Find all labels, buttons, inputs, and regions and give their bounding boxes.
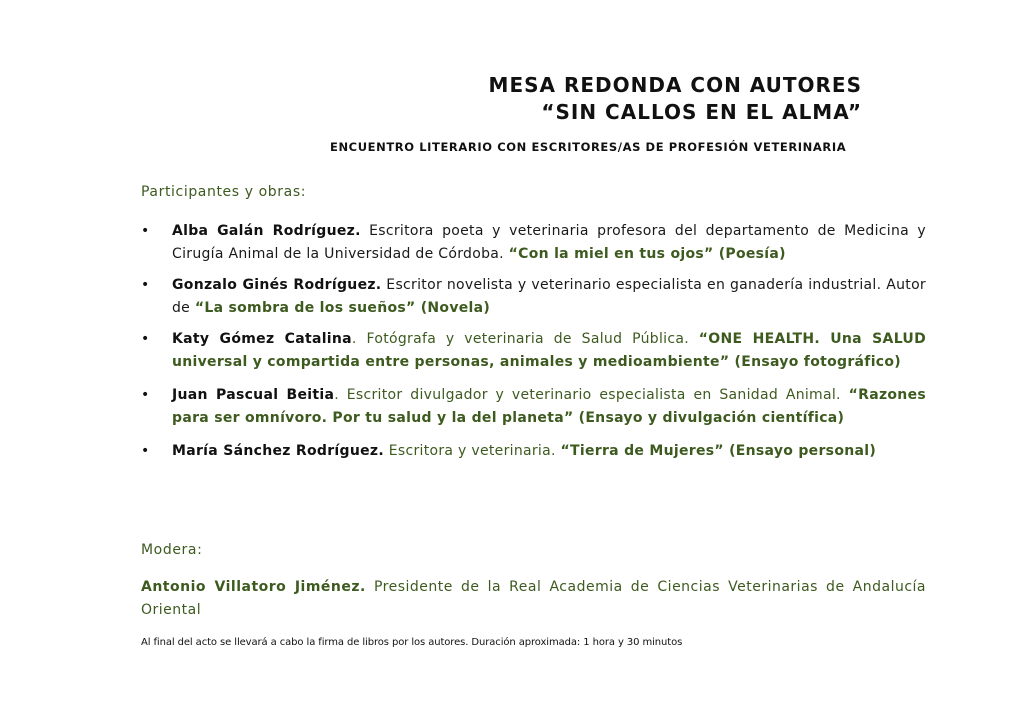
- participant-description: . Fotógrafa y veterinaria de Salud Pública.: [351, 331, 699, 347]
- participant-name: Gonzalo Ginés Rodríguez.: [172, 277, 382, 293]
- participant-description: . Escritor divulgador y veterinario especialista en Sanidad Animal.: [334, 387, 849, 403]
- participant-name: Katy Gómez Catalina: [172, 331, 352, 347]
- moderator-paragraph: [141, 576, 926, 621]
- participants-list: [141, 220, 926, 463]
- participant-name: Juan Pascual Beitia: [172, 387, 335, 403]
- moderator-name: Antonio Villatoro Jiménez.: [141, 579, 366, 595]
- list-item: [141, 220, 926, 265]
- participant-description: Escritora y veterinaria.: [383, 443, 561, 459]
- participant-work: “Razones para ser omnívoro. Por tu salud y la del planeta” (Ensayo y divulgación científica): [172, 387, 926, 426]
- list-item: [141, 440, 926, 463]
- list-item: [141, 384, 926, 429]
- participant-name: María Sánchez Rodríguez.: [172, 443, 384, 459]
- participants-heading: Participantes y obras:: [141, 184, 307, 200]
- page-title-line-2: “SIN CALLOS EN EL ALMA”: [541, 100, 862, 124]
- participant-name: Alba Galán Rodríguez.: [172, 223, 361, 239]
- list-item: [141, 274, 926, 319]
- participant-work: “Tierra de Mujeres” (Ensayo personal): [560, 443, 877, 459]
- participant-description: Escritora poeta y veterinaria profesora del departamento de Medicina y Cirugía Animal de la Universidad de Córdoba.: [172, 223, 926, 262]
- participant-work: “La sombra de los sueños” (Novela): [194, 299, 491, 316]
- list-item: [141, 328, 926, 373]
- moderator-heading: Modera:: [141, 542, 203, 558]
- page-title-line-1: MESA REDONDA CON AUTORES: [488, 73, 862, 97]
- participant-work: “ONE HEALTH. Una SALUD universal y compartida entre personas, animales y medioambiente” (Ensayo fotográfico): [172, 331, 927, 370]
- moderator-description: Presidente de la Real Academia de Ciencias Veterinarias de Andalucía Oriental: [141, 579, 927, 618]
- participant-work: “Con la miel en tus ojos” (Poesía): [508, 245, 786, 262]
- participant-description: Escritor novelista y veterinario especialista en ganadería industrial. Autor de: [172, 277, 926, 316]
- page-subtitle: ENCUENTRO LITERARIO CON ESCRITORES/AS DE PROFESIÓN VETERINARIA: [330, 140, 847, 154]
- footer-note: Al final del acto se llevará a cabo la firma de libros por los autores. Duración aproximada: 1 hora y 30 minutos: [141, 637, 683, 648]
